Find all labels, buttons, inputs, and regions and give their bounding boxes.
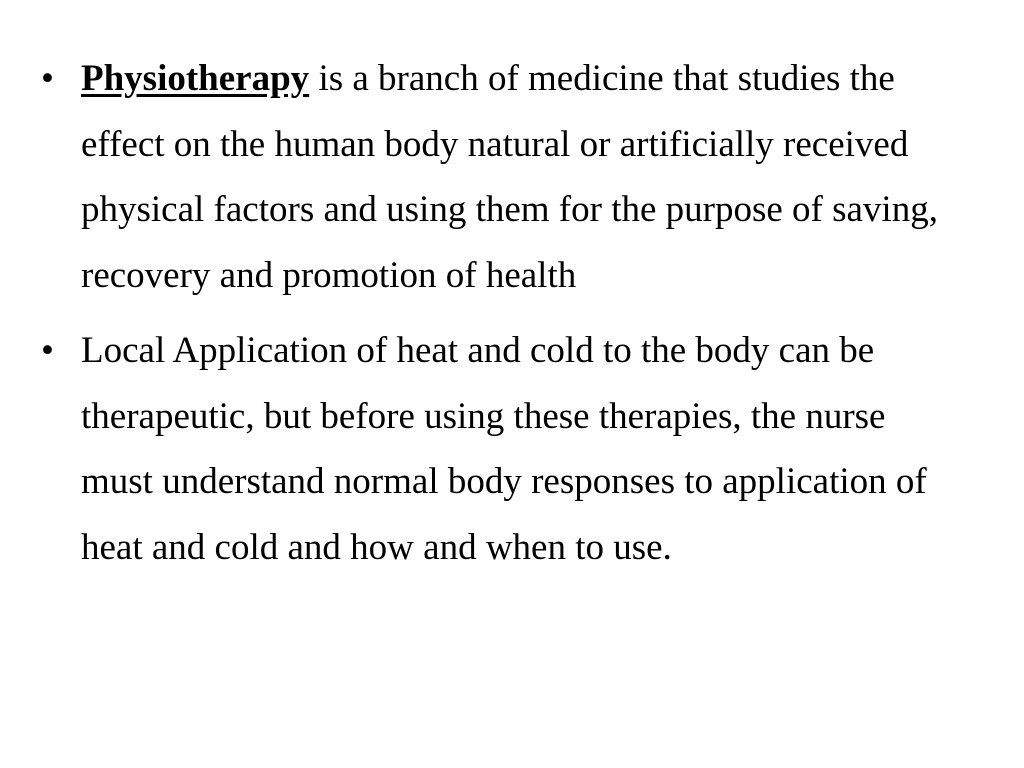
bullet-marker: • — [41, 330, 54, 371]
bullet-item-physiotherapy — [0, 46, 1024, 308]
bullet-text: is a branch of medicine that studies the effect on the human body natural or artificially received physical factors and using them for the purpose of saving, recovery and promotion of health — [81, 58, 938, 296]
term-physiotherapy: Physiotherapy — [81, 58, 310, 99]
bullet-marker: • — [41, 58, 54, 99]
bullet-text: Local Application of heat and cold to the body can be therapeutic, but before using these therapies, the nurse must understand normal body responses to application of heat and cold and how and when to use. — [81, 330, 927, 568]
bullet-item-heat-cold — [0, 318, 1024, 580]
bullet-list — [0, 46, 1024, 590]
